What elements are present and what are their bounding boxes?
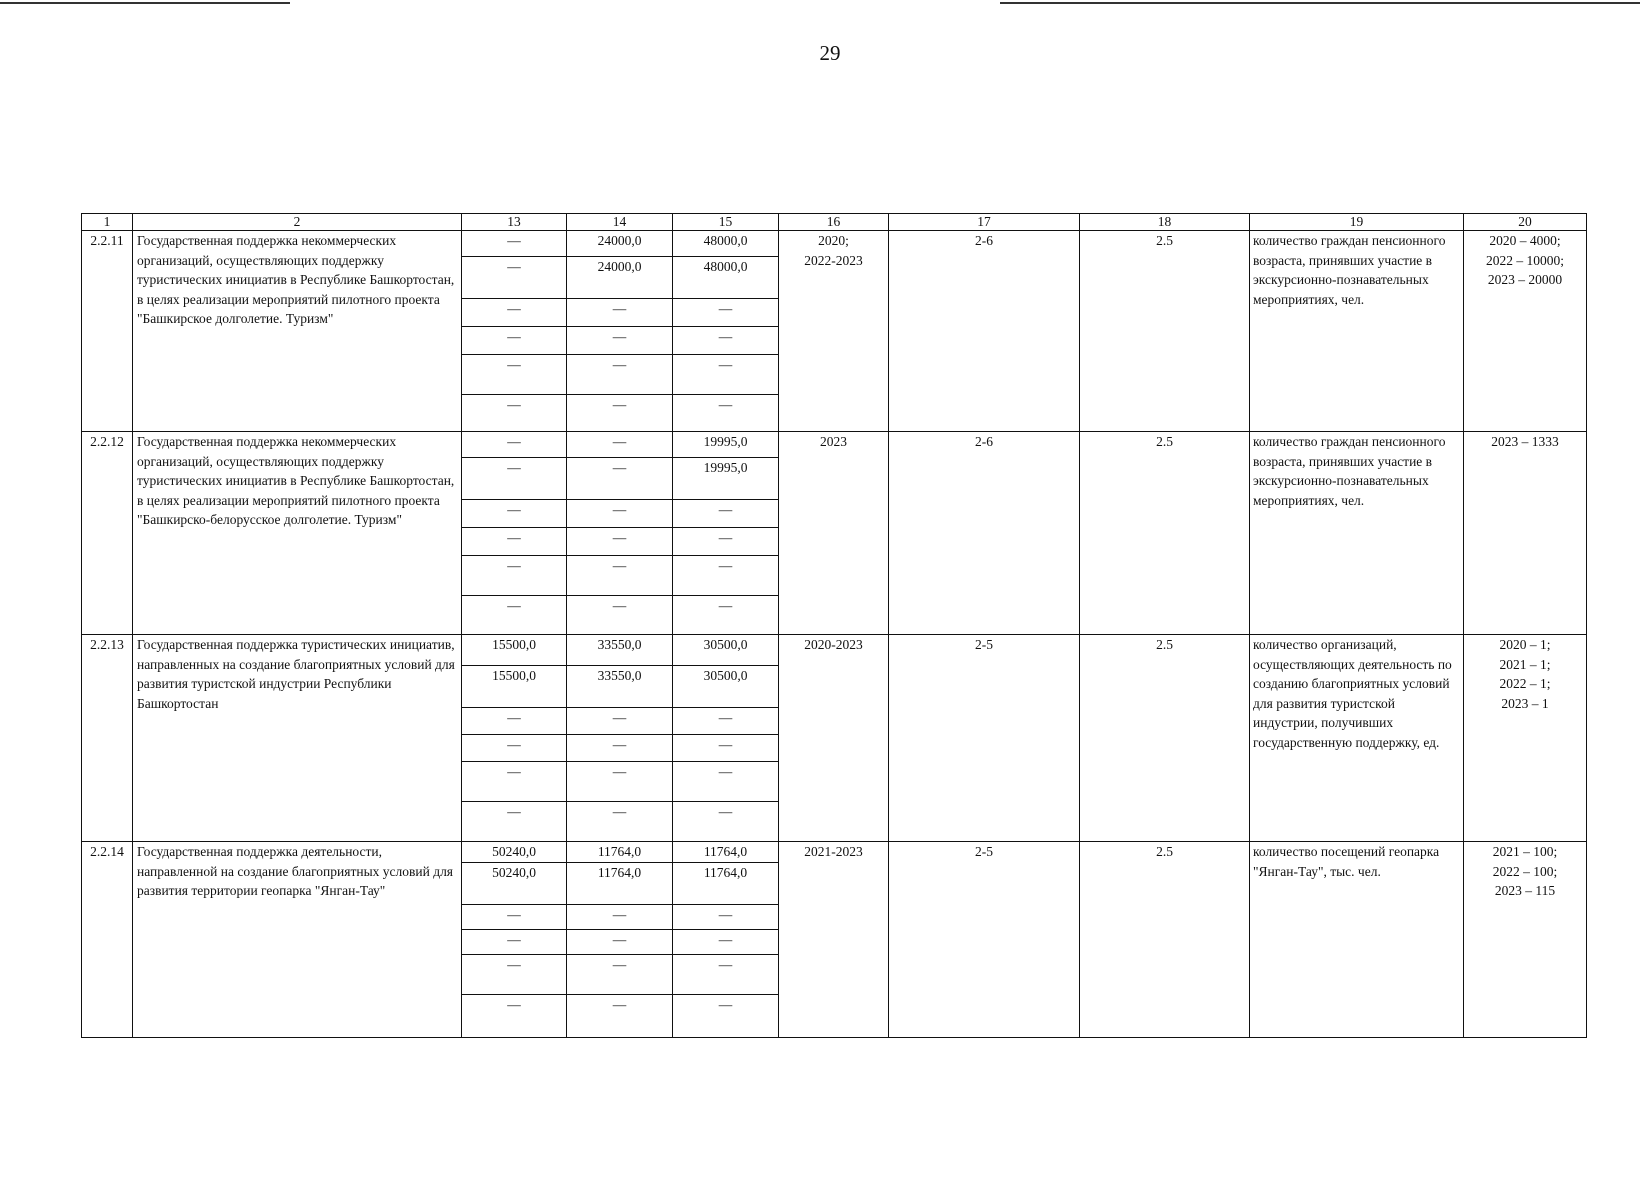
- funding-cell: —: [673, 528, 779, 556]
- measure-row: [82, 231, 1587, 257]
- header-row: [82, 214, 1587, 231]
- scan-top-rule: [1000, 2, 1640, 4]
- column-number-header: 14: [567, 214, 673, 231]
- funding-cell: —: [673, 994, 779, 1037]
- funding-cell: 24000,0: [567, 257, 673, 299]
- funding-cell: —: [462, 762, 567, 802]
- target-values-cell: 2021 – 100; 2022 – 100; 2023 – 115: [1464, 842, 1587, 1038]
- funding-cell: 19995,0: [673, 432, 779, 458]
- funding-cell: —: [567, 556, 673, 596]
- funding-cell: —: [462, 528, 567, 556]
- page-number: 29: [819, 41, 841, 65]
- funding-cell: 50240,0: [462, 862, 567, 904]
- funding-cell: —: [462, 904, 567, 929]
- funding-cell: 11764,0: [567, 842, 673, 863]
- funding-cell: —: [567, 528, 673, 556]
- funding-cell: —: [462, 994, 567, 1037]
- funding-cell: —: [462, 802, 567, 842]
- column-18-cell: 2.5: [1080, 231, 1250, 432]
- funding-cell: —: [673, 735, 779, 762]
- funding-cell: —: [673, 954, 779, 994]
- column-18-cell: 2.5: [1080, 635, 1250, 842]
- measure-title: Государственная поддержка туристических инициатив, направленных на создание благоприятных условий для развития туристской индустрии Республики Башкортостан: [133, 635, 462, 842]
- funding-cell: —: [673, 299, 779, 327]
- funding-cell: —: [673, 327, 779, 355]
- funding-cell: 11764,0: [673, 862, 779, 904]
- funding-cell: —: [462, 458, 567, 500]
- funding-cell: —: [462, 708, 567, 735]
- target-values-cell: 2023 – 1333: [1464, 432, 1587, 635]
- funding-cell: —: [462, 735, 567, 762]
- indicator-cell: количество граждан пенсионного возраста, принявших участие в экскурсионно-познавательных мероприятиях, чел.: [1250, 231, 1464, 432]
- funding-cell: 30500,0: [673, 635, 779, 666]
- funding-cell: —: [462, 500, 567, 528]
- funding-cell: 15500,0: [462, 666, 567, 708]
- years-cell: 2021-2023: [779, 842, 889, 1038]
- funding-cell: —: [462, 355, 567, 395]
- measure-row: [82, 432, 1587, 458]
- funding-cell: 11764,0: [673, 842, 779, 863]
- measure-title: Государственная поддержка некоммерческих организаций, осуществляющих поддержку туристических инициатив в Республике Башкортостан, в целях реализации мероприятий пилотного проекта "Башкирско-белорусское долголетие. Туризм": [133, 432, 462, 635]
- funding-cell: —: [567, 994, 673, 1037]
- funding-cell: —: [673, 904, 779, 929]
- column-number-header: 18: [1080, 214, 1250, 231]
- column-18-cell: 2.5: [1080, 432, 1250, 635]
- funding-cell: —: [567, 708, 673, 735]
- column-18-cell: 2.5: [1080, 842, 1250, 1038]
- funding-cell: 48000,0: [673, 231, 779, 257]
- funding-cell: —: [673, 708, 779, 735]
- funding-cell: —: [462, 395, 567, 432]
- measure-code: 2.2.13: [82, 635, 133, 842]
- funding-cell: —: [462, 231, 567, 257]
- measure-code: 2.2.11: [82, 231, 133, 432]
- funding-cell: —: [462, 257, 567, 299]
- funding-cell: 15500,0: [462, 635, 567, 666]
- target-values-cell: 2020 – 4000; 2022 – 10000; 2023 – 20000: [1464, 231, 1587, 432]
- funding-cell: —: [567, 735, 673, 762]
- funding-cell: —: [567, 432, 673, 458]
- funding-cell: —: [567, 500, 673, 528]
- column-17-cell: 2-5: [889, 635, 1080, 842]
- column-17-cell: 2-6: [889, 432, 1080, 635]
- funding-cell: —: [462, 929, 567, 954]
- funding-cell: —: [462, 299, 567, 327]
- column-number-header: 15: [673, 214, 779, 231]
- funding-cell: —: [462, 596, 567, 635]
- funding-cell: —: [462, 327, 567, 355]
- funding-cell: —: [567, 802, 673, 842]
- measure-code: 2.2.14: [82, 842, 133, 1038]
- column-number-header: 2: [133, 214, 462, 231]
- funding-cell: —: [673, 500, 779, 528]
- indicator-cell: количество организаций, осуществляющих деятельность по созданию благоприятных условий для развития туристской индустрии, получивших государственную поддержку, ед.: [1250, 635, 1464, 842]
- column-number-header: 13: [462, 214, 567, 231]
- funding-cell: —: [673, 355, 779, 395]
- column-number-header: 17: [889, 214, 1080, 231]
- funding-cell: —: [673, 596, 779, 635]
- indicator-cell: количество граждан пенсионного возраста, принявших участие в экскурсионно-познавательных мероприятиях, чел.: [1250, 432, 1464, 635]
- funding-cell: —: [567, 395, 673, 432]
- column-number-header: 16: [779, 214, 889, 231]
- funding-cell: —: [567, 458, 673, 500]
- funding-cell: —: [673, 556, 779, 596]
- funding-cell: —: [567, 596, 673, 635]
- column-number-header: 19: [1250, 214, 1464, 231]
- funding-cell: —: [567, 929, 673, 954]
- funding-cell: 48000,0: [673, 257, 779, 299]
- funding-cell: —: [567, 355, 673, 395]
- scan-top-rule: [0, 2, 290, 4]
- funding-cell: —: [567, 299, 673, 327]
- funding-cell: —: [462, 556, 567, 596]
- column-17-cell: 2-6: [889, 231, 1080, 432]
- funding-cell: 11764,0: [567, 862, 673, 904]
- years-cell: 2023: [779, 432, 889, 635]
- column-number-header: 1: [82, 214, 133, 231]
- funding-cell: —: [567, 904, 673, 929]
- funding-cell: 50240,0: [462, 842, 567, 863]
- measures-table: [81, 213, 1587, 1038]
- funding-cell: —: [567, 327, 673, 355]
- measure-title: Государственная поддержка деятельности, направленной на создание благоприятных условий для развития территории геопарка "Янган-Тау": [133, 842, 462, 1038]
- funding-cell: —: [673, 762, 779, 802]
- funding-cell: —: [567, 762, 673, 802]
- measure-row: [82, 635, 1587, 666]
- column-17-cell: 2-5: [889, 842, 1080, 1038]
- funding-cell: —: [673, 395, 779, 432]
- funding-cell: —: [462, 954, 567, 994]
- target-values-cell: 2020 – 1; 2021 – 1; 2022 – 1; 2023 – 1: [1464, 635, 1587, 842]
- column-number-header: 20: [1464, 214, 1587, 231]
- funding-cell: 24000,0: [567, 231, 673, 257]
- measure-code: 2.2.12: [82, 432, 133, 635]
- years-cell: 2020; 2022-2023: [779, 231, 889, 432]
- funding-cell: —: [567, 954, 673, 994]
- funding-cell: —: [673, 929, 779, 954]
- funding-cell: —: [462, 432, 567, 458]
- measure-title: Государственная поддержка некоммерческих организаций, осуществляющих поддержку туристических инициатив в Республике Башкортостан, в целях реализации мероприятий пилотного проекта "Башкирское долголетие. Туризм": [133, 231, 462, 432]
- years-cell: 2020-2023: [779, 635, 889, 842]
- funding-cell: 30500,0: [673, 666, 779, 708]
- funding-cell: 19995,0: [673, 458, 779, 500]
- funding-cell: —: [673, 802, 779, 842]
- funding-cell: 33550,0: [567, 666, 673, 708]
- indicator-cell: количество посещений геопарка "Янган-Тау", тыс. чел.: [1250, 842, 1464, 1038]
- measure-row: [82, 842, 1587, 863]
- funding-cell: 33550,0: [567, 635, 673, 666]
